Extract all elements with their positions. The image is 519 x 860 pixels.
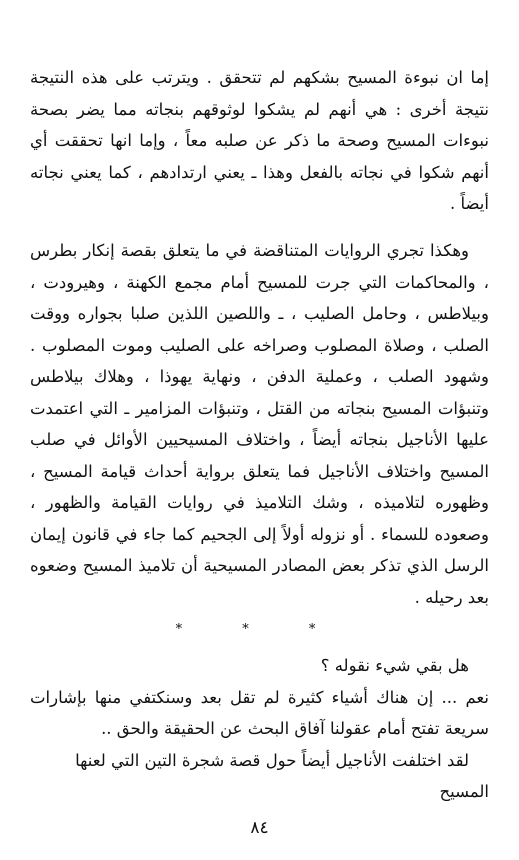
question-line: هل بقي شيء نقوله ؟ [320,656,469,675]
paragraph-1: إما ان نبوءة المسيح بشكهم لم تتحقق . ويترتب على هذه النتيجة نتيجة أخرى : هي أنهم لم يشكوا لوثوقهم بنجاته مما يضر بصحة نبوءات المسيح وصحة ما ذكر عن صلبه معاً ، وإما انها تحققت أي أنهم شكوا في نجاته بالفعل وهذا ـ يعني ارتدادهم ، كما يعني نجاته أيضاً . [30,68,489,213]
paragraph-2: وهكذا تجري الروايات المتناقضة في ما يتعلق بقصة إنكار بطرس ، والمحاكمات التي جرت للمسيح أمام مجمع الكهنة ، وهيرودت ، وبيلاطس ، وحامل الصليب ، ـ واللصين اللذين صلبا بجواره ووقت الصلب ، وصلاة المصلوب وصراخه على الصليب وموت المصلوب . وشهود الصلب ، وعملية الدفن ، ونهاية يهوذا ، وهلاك بيلاطس وتنبؤات المسيح بنجاته من القتل ، وتنبؤات المزامير ـ التي اعتمدت عليها الأناجيل بنجاته أيضاً ، واختلاف المسيحيين الأوائل في صلب المسيح واختلاف الأناجيل فما يتعلق برواية أحداث قيامة المسيح ، وظهوره لتلاميذه ، وشك التلاميذ في روايات القيامة والظهور ، وصعوده للسماء . أو نزوله أولاً إلى الجحيم كما جاء في قانون إيمان الرسل الذي تذكر بعض المصادر المسيحية أن تلاميذ المسيح وضعوه بعد رحيله . [30,241,489,607]
continuation-line: لقد اختلفت الأناجيل أيضاً حول قصة شجرة التين التي لعنها المسيح [75,750,489,801]
page-number: ٨٤ [250,818,269,838]
dialogue-section [30,650,489,808]
answer-paragraph: نعم ... إن هناك أشياء كثيرة لم تقل بعد وسنكتفي منها بإشارات سريعة تفتح أمام عقولنا آفاق البحث عن الحقيقة والحق .. [30,687,489,738]
section-separator: * * * [175,622,344,637]
